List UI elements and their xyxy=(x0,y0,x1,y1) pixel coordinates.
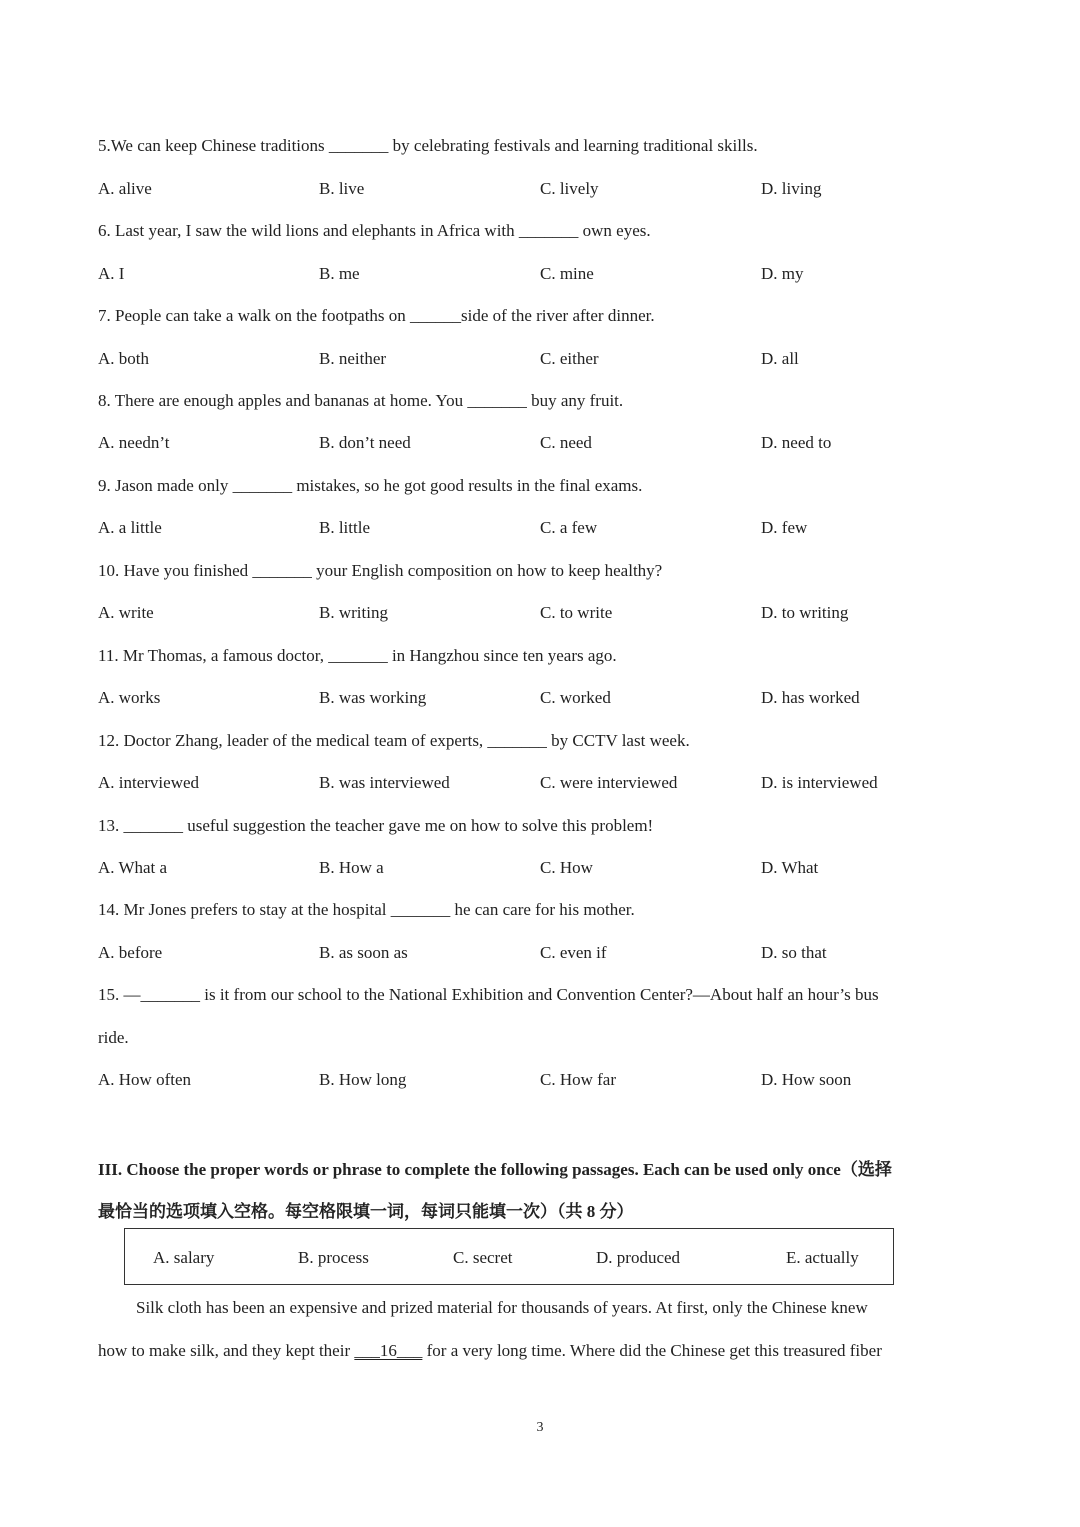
word-bank-item-b: B. process xyxy=(298,1248,369,1267)
question-5-stem: 5.We can keep Chinese traditions _______ by celebrating festivals and learning traditional skills. xyxy=(98,136,758,155)
question-6-options xyxy=(98,264,998,288)
option-c: C. even if xyxy=(540,943,607,962)
question-13-stem: 13. _______ useful suggestion the teacher gave me on how to solve this problem! xyxy=(98,816,654,835)
option-a: A. I xyxy=(98,264,125,283)
blank-16: ___16___ xyxy=(354,1341,423,1360)
option-c: C. a few xyxy=(540,518,598,537)
page-number: 3 xyxy=(536,1420,544,1435)
option-b: B. little xyxy=(319,518,370,537)
option-b: B. live xyxy=(319,179,365,198)
question-15-stem-continued: ride. xyxy=(98,1028,129,1047)
option-a: A. both xyxy=(98,349,149,368)
question-7-stem: 7. People can take a walk on the footpaths on ______side of the river after dinner. xyxy=(98,306,655,325)
question-11-options xyxy=(98,688,998,712)
option-a: A. needn’t xyxy=(98,433,170,452)
question-9-stem: 9. Jason made only _______ mistakes, so he got good results in the final exams. xyxy=(98,476,643,495)
option-d: D. so that xyxy=(761,943,827,962)
option-a: A. interviewed xyxy=(98,773,200,792)
question-10-options xyxy=(98,603,998,627)
passage-line-2-end: for a very long time. Where did the Chinese get this treasured fiber xyxy=(422,1341,882,1360)
option-c: C. How far xyxy=(540,1070,617,1089)
option-b: B. was working xyxy=(319,688,427,707)
option-b: B. don’t need xyxy=(319,433,411,452)
question-5-options xyxy=(98,179,998,203)
option-c: C. need xyxy=(540,433,592,452)
question-13-options xyxy=(98,858,998,882)
option-c: C. either xyxy=(540,349,599,368)
option-d: D. What xyxy=(761,858,819,877)
option-d: D. How soon xyxy=(761,1070,852,1089)
passage-line-1: Silk cloth has been an expensive and prized material for thousands of years. At first, only the Chinese knew xyxy=(136,1298,868,1317)
question-7-options xyxy=(98,349,998,373)
option-c: C. to write xyxy=(540,603,613,622)
word-bank-item-d: D. produced xyxy=(596,1248,681,1267)
option-a: A. How often xyxy=(98,1070,192,1089)
option-d: D. few xyxy=(761,518,808,537)
option-d: D. my xyxy=(761,264,804,283)
option-b: B. How a xyxy=(319,858,384,877)
option-c: C. How xyxy=(540,858,593,877)
word-bank-item-e: E. actually xyxy=(786,1248,859,1267)
question-6-stem: 6. Last year, I saw the wild lions and elephants in Africa with _______ own eyes. xyxy=(98,221,651,240)
option-a: A. a little xyxy=(98,518,162,537)
option-a: A. works xyxy=(98,688,161,707)
option-b: B. writing xyxy=(319,603,388,622)
question-12-stem: 12. Doctor Zhang, leader of the medical team of experts, _______ by CCTV last week. xyxy=(98,731,690,750)
option-b: B. as soon as xyxy=(319,943,408,962)
question-10-stem: 10. Have you finished _______ your English composition on how to keep healthy? xyxy=(98,561,663,580)
question-12-options xyxy=(98,773,998,797)
question-9-options xyxy=(98,518,998,542)
option-a: A. What a xyxy=(98,858,168,877)
question-14-options xyxy=(98,943,998,967)
option-d: D. need to xyxy=(761,433,832,452)
option-d: D. has worked xyxy=(761,688,860,707)
option-d: D. is interviewed xyxy=(761,773,878,792)
passage-line-2-start: how to make silk, and they kept their xyxy=(98,1341,355,1360)
option-a: A. before xyxy=(98,943,163,962)
option-c: C. worked xyxy=(540,688,611,707)
word-bank-item-c: C. secret xyxy=(453,1248,513,1267)
option-c: C. were interviewed xyxy=(540,773,678,792)
section-3-title-line-2: 最恰当的选项填入空格。每空格限填一词，每词只能填一次）（共 8 分） xyxy=(98,1202,634,1221)
question-15-stem: 15. —_______ is it from our school to the National Exhibition and Convention Center?—About half an hour’s bus xyxy=(98,985,879,1004)
passage-line-2 xyxy=(98,1341,882,1361)
word-bank-item-a: A. salary xyxy=(153,1248,215,1267)
question-8-options xyxy=(98,433,998,457)
option-d: D. living xyxy=(761,179,822,198)
option-d: D. all xyxy=(761,349,799,368)
option-c: C. lively xyxy=(540,179,599,198)
section-3-title-line-1: III. Choose the proper words or phrase to complete the following passages. Each can be used only once（选择 xyxy=(98,1160,892,1179)
option-a: A. alive xyxy=(98,179,152,198)
option-a: A. write xyxy=(98,603,154,622)
option-b: B. neither xyxy=(319,349,387,368)
question-11-stem: 11. Mr Thomas, a famous doctor, _______ in Hangzhou since ten years ago. xyxy=(98,646,617,665)
question-14-stem: 14. Mr Jones prefers to stay at the hospital _______ he can care for his mother. xyxy=(98,900,635,919)
option-b: B. How long xyxy=(319,1070,407,1089)
option-b: B. me xyxy=(319,264,360,283)
word-bank-box xyxy=(124,1228,894,1285)
question-8-stem: 8. There are enough apples and bananas at home. You _______ buy any fruit. xyxy=(98,391,624,410)
option-d: D. to writing xyxy=(761,603,849,622)
option-c: C. mine xyxy=(540,264,594,283)
question-15-options xyxy=(98,1070,998,1094)
option-b: B. was interviewed xyxy=(319,773,450,792)
